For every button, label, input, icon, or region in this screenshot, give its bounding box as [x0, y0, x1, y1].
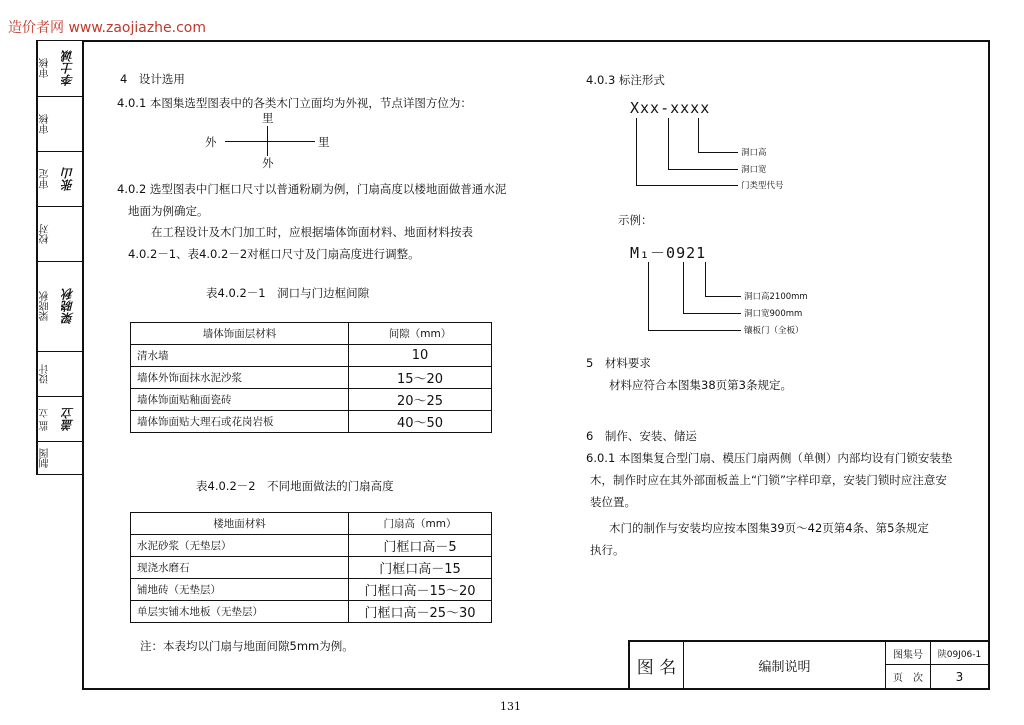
table-row [131, 579, 492, 601]
clause-4-0-2-line3: 在工程设计及木门加工时，应根据墙体饰面材料、地面材料按表 [151, 225, 473, 239]
leader-line [705, 296, 741, 297]
table-row [131, 411, 492, 433]
sidebar-label: 审核 [37, 97, 53, 151]
section-4-title: 4 设计选用 [120, 72, 185, 86]
sidebar-signature [52, 207, 83, 261]
table-cell: 20～25 [349, 389, 492, 411]
sidebar-signature: 张山 [61, 167, 75, 191]
table-cell: 15～20 [349, 367, 492, 389]
orientation-left: 外 [205, 135, 217, 149]
table-row [131, 535, 492, 557]
sidebar-row [37, 351, 83, 396]
signature-sidebar [36, 40, 82, 475]
clause-6-0-1-line3: 装位置。 [590, 495, 636, 509]
sidebar-row [37, 206, 83, 261]
leader-line [668, 169, 738, 170]
example-code: M₁－0921 [630, 244, 707, 262]
leader-line [683, 262, 684, 313]
section-6-line5: 执行。 [590, 543, 625, 557]
sidebar-signature: 盖立 [61, 407, 75, 431]
table-header: 楼地面材料 [131, 513, 349, 535]
table-cell: 墙体饰面贴大理石或花岗岩板 [131, 411, 349, 433]
table-cell: 单层实铺木地板（无垫层） [131, 601, 349, 623]
table-cell: 10 [349, 345, 492, 367]
table-row [131, 345, 492, 367]
table-header: 墙体饰面层材料 [131, 323, 349, 345]
table-row [131, 557, 492, 579]
table-row [131, 367, 492, 389]
notation-label-width: 洞口宽 [741, 165, 767, 175]
notation-label-height: 洞口高 [741, 148, 767, 158]
table-cell: 门框口高－15 [349, 557, 492, 579]
table-cell: 墙体外饰面抹水泥沙浆 [131, 367, 349, 389]
example-label-type: 镶板门（全板） [744, 326, 804, 336]
sidebar-signature: 梁晓秋 [61, 288, 75, 325]
leader-line [648, 262, 649, 330]
example-label-height: 洞口高2100mm [744, 292, 808, 302]
table-header: 间隙（mm） [349, 323, 492, 345]
clause-4-0-1: 4.0.1 本图集选型图表中的各类木门立面均为外视，节点详图方位为： [117, 96, 472, 110]
orientation-horizontal-line [225, 141, 315, 142]
table2-caption: 表4.0.2－2 不同地面做法的门扇高度 [196, 479, 394, 493]
section-6-title: 6 制作、安装、储运 [586, 429, 697, 443]
table-header: 门扇高（mm） [349, 513, 492, 535]
table-row [131, 601, 492, 623]
leader-line [636, 118, 637, 185]
table-cell: 水泥砂浆（无垫层） [131, 535, 349, 557]
example-label: 示例： [618, 213, 653, 227]
sidebar-label: 校对 [37, 207, 53, 261]
table-cell: 门框口高－5 [349, 535, 492, 557]
leader-line [698, 152, 738, 153]
table-cell: 门框口高－15～20 [349, 579, 492, 601]
section-5-text: 材料应符合本图集38页第3条规定。 [609, 378, 792, 392]
page-label: 页 次 [893, 673, 923, 684]
table-cell: 40～50 [349, 411, 492, 433]
orientation-bottom: 外 [262, 156, 274, 170]
clause-4-0-2-line2: 地面为例确定。 [128, 204, 209, 218]
leader-line [698, 118, 699, 152]
sidebar-label: 设计 [37, 352, 53, 396]
leader-line [636, 185, 738, 186]
leader-line [668, 118, 669, 169]
gap-table [130, 322, 492, 433]
watermark: 造价者网 www.zaojiazhe.com [8, 20, 207, 36]
table-cell: 墙体饰面贴釉面瓷砖 [131, 389, 349, 411]
table-cell: 清水墙 [131, 345, 349, 367]
sidebar-signature [52, 442, 83, 475]
sidebar-row [37, 261, 83, 351]
sidebar-row [37, 41, 83, 96]
atlas-value: 陕09J06-1 [937, 649, 982, 660]
notation-label-type: 门类型代号 [741, 181, 784, 191]
clause-4-0-2-line1: 4.0.2 选型图表中门框口尺寸以普通粉刷为例，门扇高度以楼地面做普通水泥 [117, 182, 507, 196]
drawing-name: 编制说明 [758, 659, 811, 675]
notation-code: Xxx-xxxx [630, 99, 711, 117]
door-height-table [130, 512, 492, 623]
title-label: 图 名 [636, 657, 677, 678]
clause-4-0-3-title: 4.0.3 标注形式 [586, 73, 665, 87]
atlas-label: 图集号 [893, 649, 923, 661]
sidebar-row [37, 151, 83, 206]
clause-4-0-2-line4: 4.0.2－1、表4.0.2－2对框口尺寸及门扇高度进行调整。 [128, 247, 420, 261]
table-header-row [131, 513, 492, 535]
sidebar-row [37, 96, 83, 151]
table1-caption: 表4.0.2－1 洞口与门边框间隙 [206, 286, 370, 300]
table-cell: 现浇水磨石 [131, 557, 349, 579]
page-value: 3 [955, 669, 964, 684]
sidebar-label: 监 立 [37, 397, 53, 441]
clause-6-0-1-line2: 木，制作时应在其外部面板盖上“门锁”字样印章，安装门锁时应注意安 [590, 473, 947, 487]
sidebar-signature [52, 352, 83, 396]
leader-line [683, 313, 741, 314]
orientation-vertical-line [267, 126, 268, 156]
section-5-title: 5 材料要求 [586, 356, 651, 370]
sidebar-label: 制图 [37, 442, 53, 475]
clause-6-0-1-line1: 6.0.1 本图集复合型门扇、模压门扇两侧（单侧）内部均设有门锁安装垫 [586, 451, 953, 465]
table-cell: 门框口高－25～30 [349, 601, 492, 623]
table-header-row [131, 323, 492, 345]
title-block [628, 640, 990, 690]
leader-line [648, 330, 741, 331]
sidebar-signature [52, 97, 83, 151]
sidebar-signature: 李士诚 [61, 50, 75, 87]
sidebar-row [37, 441, 83, 475]
sidebar-label: 审定 [37, 152, 53, 206]
orientation-diagram [200, 110, 340, 170]
table-cell: 铺地砖（无垫层） [131, 579, 349, 601]
example-label-width: 洞口宽900mm [744, 309, 803, 319]
sidebar-label: 梁晓秋 [37, 262, 53, 351]
orientation-right: 里 [318, 135, 330, 149]
orientation-top: 里 [262, 111, 274, 125]
sidebar-label: 审核 [37, 41, 53, 96]
table-row [131, 389, 492, 411]
page-number: 131 [500, 700, 521, 713]
leader-line [705, 262, 706, 296]
table-note: 注：本表均以门扇与地面间隙5mm为例。 [140, 639, 354, 653]
sidebar-row [37, 396, 83, 441]
section-6-line4: 木门的制作与安装均应按本图集39页～42页第4条、第5条规定 [609, 521, 929, 535]
